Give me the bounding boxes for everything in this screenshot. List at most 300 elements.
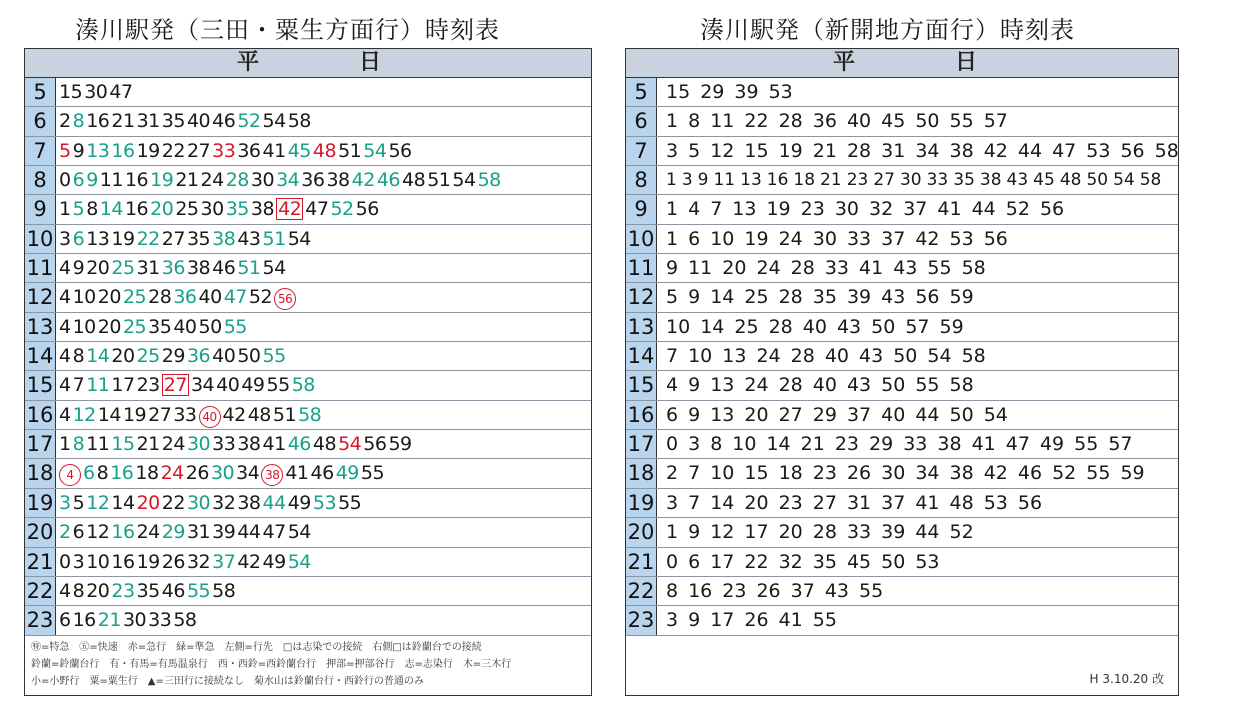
minute-value: 40 <box>216 374 240 397</box>
minute-value: 31 <box>136 110 160 133</box>
departure-minute <box>110 459 133 488</box>
minute-value: 40 <box>199 406 221 428</box>
departure-minute <box>86 489 109 518</box>
timetable-row <box>626 430 1178 459</box>
timetable-row <box>626 78 1178 107</box>
timetable-row <box>626 254 1178 283</box>
minute-value: 15 <box>666 81 691 103</box>
hour-cell: 10 <box>25 225 56 253</box>
departure-minute <box>59 577 71 606</box>
departure-minute <box>187 225 210 254</box>
minute-value: 19 <box>744 227 769 250</box>
minute-value: 52 <box>248 286 273 309</box>
minutes-cell <box>666 78 1176 106</box>
legend-line-3: 小=小野行 粟=粟生行 ▲=三田行に接続なし 菊水山は鈴蘭台行・西鈴行の普通のみ <box>31 676 424 687</box>
departure-minute <box>137 225 160 254</box>
minutes-cell <box>59 518 589 546</box>
departure-minute <box>73 195 85 224</box>
minute-value: 4 <box>59 286 71 309</box>
minute-value: 16 <box>110 462 134 485</box>
minute-value: 35 <box>136 579 160 602</box>
departure-minute <box>123 401 146 430</box>
minute-value: 54 <box>927 345 952 368</box>
minute-value: 20 <box>744 403 769 426</box>
minute-value: 30 <box>200 198 224 221</box>
minute-value: 40 <box>824 345 850 368</box>
minute-value: 44 <box>915 403 940 426</box>
minute-value: 14 <box>97 403 121 426</box>
departure-minute <box>301 166 324 195</box>
minute-value: 51 <box>237 257 261 280</box>
minute-value: 13 <box>86 227 110 250</box>
departure-minute <box>241 371 264 400</box>
minute-value: 43 <box>836 315 862 338</box>
departure-minute <box>305 195 328 224</box>
departure-minute <box>162 254 185 283</box>
departure-minute <box>137 371 160 400</box>
minute-value: 3 <box>666 139 679 162</box>
departure-minute <box>97 459 109 488</box>
departure-minute <box>288 137 311 166</box>
departure-minute <box>313 137 336 166</box>
departure-minute <box>150 166 173 195</box>
timetable-row <box>626 107 1178 136</box>
minute-value: 48 <box>949 491 974 514</box>
minute-value: 55 <box>859 579 884 602</box>
departure-minute <box>288 430 311 459</box>
departure-minute <box>111 548 134 577</box>
departure-minute <box>212 137 235 166</box>
minute-value: 2 <box>59 110 71 133</box>
minute-value: 33 <box>846 521 872 544</box>
departure-minute <box>263 342 286 371</box>
minute-value: 46 <box>212 110 236 133</box>
minute-value: 32 <box>212 491 236 514</box>
minute-value: 32 <box>869 198 894 221</box>
minute-value: 40 <box>802 315 827 338</box>
departure-minute <box>148 313 171 342</box>
hour-cell: 22 <box>626 577 657 605</box>
departure-minute <box>402 166 425 195</box>
minute-value: 24 <box>756 345 781 368</box>
departure-minute <box>173 606 196 635</box>
minute-value: 38 <box>949 462 974 485</box>
departure-minute <box>237 107 260 136</box>
minute-value: 23 <box>722 579 747 602</box>
minute-value: 32 <box>186 550 211 573</box>
departure-minute <box>273 401 296 430</box>
departure-minute <box>236 459 259 488</box>
hour-cell: 11 <box>25 254 56 282</box>
minute-value: 6 <box>666 403 679 426</box>
minute-value: 10 <box>666 315 691 338</box>
hour-cell: 6 <box>626 107 657 135</box>
minute-value: 19 <box>111 227 135 250</box>
departure-minute <box>137 577 160 606</box>
minute-value: 42 <box>915 227 940 250</box>
minute-value: 41 <box>262 433 286 456</box>
minute-value: 35 <box>812 286 837 309</box>
timetable-row <box>626 548 1178 577</box>
timetable-row <box>626 577 1178 606</box>
minute-value: 26 <box>185 462 209 485</box>
minutes-cell <box>666 489 1176 517</box>
hour-cell: 12 <box>626 283 657 311</box>
minute-value: 56 <box>1120 139 1145 162</box>
minute-value: 54 <box>262 110 286 133</box>
minute-value: 54 <box>338 433 362 456</box>
minute-value: 0 <box>666 550 679 573</box>
departure-minute <box>162 225 185 254</box>
minute-value: 41 <box>262 139 286 162</box>
minute-value: 50 <box>915 110 940 133</box>
minute-value: 38 <box>949 139 974 162</box>
minute-value: 21 <box>800 433 825 456</box>
hour-cell: 13 <box>626 313 657 341</box>
minute-value: 0 <box>666 433 679 456</box>
minute-value: 8 <box>96 462 109 485</box>
minute-value: 3 <box>59 491 71 514</box>
minute-value: 40 <box>846 110 872 133</box>
departure-minute <box>212 107 235 136</box>
minute-value: 4 <box>59 403 71 426</box>
minute-value: 26 <box>846 462 872 485</box>
minute-value: 13 <box>710 403 735 426</box>
minutes-cell <box>59 78 589 106</box>
timetable-row <box>626 283 1178 312</box>
departure-minute <box>111 489 134 518</box>
hour-cell: 7 <box>626 137 657 165</box>
minute-value: 8 <box>86 198 98 221</box>
departure-minute <box>148 283 171 312</box>
departure-minute <box>338 430 361 459</box>
departure-minute <box>212 225 235 254</box>
minute-value: 48 <box>312 433 337 456</box>
departure-minute <box>73 518 85 547</box>
departure-minute <box>137 489 160 518</box>
minute-value: 24 <box>200 169 224 192</box>
minute-value: 35 <box>186 227 211 250</box>
minute-value: 34 <box>915 139 940 162</box>
departure-minute <box>263 430 286 459</box>
departure-minute <box>237 137 260 166</box>
minute-value: 33 <box>173 403 197 426</box>
minute-value: 3 <box>59 227 71 250</box>
departure-minute <box>237 518 260 547</box>
minute-value: 46 <box>310 462 334 485</box>
minute-value: 48 <box>1059 170 1082 191</box>
minutes-cell <box>59 107 589 135</box>
minute-value: 38 <box>261 464 283 486</box>
minute-value: 36 <box>301 169 325 192</box>
departure-minute <box>73 166 85 195</box>
minute-value: 37 <box>846 403 872 426</box>
departure-minute <box>86 225 109 254</box>
minute-value: 54 <box>1113 170 1135 191</box>
departure-minute <box>187 430 210 459</box>
departure-minute <box>137 137 160 166</box>
minute-value: 20 <box>722 257 747 280</box>
minute-value: 36 <box>186 345 211 368</box>
minute-value: 44 <box>262 491 286 514</box>
minute-value: 56 <box>1017 491 1043 514</box>
hour-cell: 21 <box>25 548 56 576</box>
departure-minute <box>285 459 308 488</box>
minute-value: 42 <box>278 198 302 221</box>
minute-value: 2 <box>666 462 679 485</box>
departure-minute <box>161 459 184 488</box>
minute-value: 39 <box>881 521 906 544</box>
departure-minute <box>98 313 121 342</box>
minute-value: 1 <box>666 110 679 133</box>
timetable-row <box>25 459 591 488</box>
departure-minute <box>427 166 450 195</box>
minutes-cell <box>59 489 589 517</box>
minute-value: 51 <box>427 169 451 192</box>
minute-value: 21 <box>812 139 837 162</box>
departure-minute <box>186 459 209 488</box>
minutes-cell <box>666 225 1176 253</box>
minutes-cell <box>666 283 1176 311</box>
minute-value: 37 <box>881 227 906 250</box>
minute-value: 12 <box>86 491 110 514</box>
minute-value: 48 <box>312 139 337 162</box>
minute-value: 9 <box>86 169 98 192</box>
departure-minute <box>313 430 336 459</box>
minute-value: 58 <box>298 403 322 426</box>
minutes-cell <box>666 137 1179 165</box>
right-timetable-title: 湊川駅発（新開地方面行）時刻表 <box>700 16 1075 44</box>
departure-minute <box>223 401 246 430</box>
minute-value: 53 <box>915 550 940 573</box>
departure-minute <box>59 78 82 107</box>
minute-value: 9 <box>688 403 701 426</box>
departure-minute <box>263 107 286 136</box>
departure-minute <box>137 107 160 136</box>
minute-value: 49 <box>287 491 311 514</box>
minute-value: 16 <box>72 609 96 632</box>
minute-value: 45 <box>846 550 872 573</box>
departure-minute <box>86 166 98 195</box>
minute-value: 9 <box>688 521 701 544</box>
minute-value: 52 <box>237 110 261 133</box>
timetable-row <box>626 459 1178 488</box>
minute-value: 54 <box>452 169 476 192</box>
minute-value: 55 <box>338 491 362 514</box>
minute-value: 10 <box>86 550 110 573</box>
minute-value: 1 <box>59 198 71 221</box>
minute-value: 46 <box>376 169 401 192</box>
minute-value: 4 <box>59 345 71 368</box>
departure-minute <box>73 225 85 254</box>
minute-value: 12 <box>86 521 110 544</box>
minute-value: 20 <box>136 491 160 514</box>
departure-minute <box>100 195 123 224</box>
minute-value: 8 <box>688 110 701 133</box>
departure-minute <box>137 430 160 459</box>
departure-minute <box>336 459 359 488</box>
minute-value: 56 <box>983 227 1008 250</box>
departure-minute <box>98 606 121 635</box>
departure-minute <box>249 283 272 312</box>
departure-minute <box>111 342 134 371</box>
minute-value: 9 <box>72 139 85 162</box>
timetable-row <box>626 137 1178 166</box>
minute-value: 40 <box>198 286 222 309</box>
minute-value: 44 <box>915 521 940 544</box>
hour-cell: 5 <box>25 78 56 106</box>
minute-value: 55 <box>223 315 247 338</box>
minute-value: 44 <box>237 521 261 544</box>
minute-value: 49 <box>241 374 265 397</box>
minutes-cell <box>666 254 1176 282</box>
departure-minute <box>363 137 386 166</box>
timetable-row <box>25 107 591 136</box>
minute-value: 52 <box>1052 462 1077 485</box>
minute-value: 42 <box>351 169 375 192</box>
minute-value: 56 <box>363 433 387 456</box>
departure-minute <box>162 518 185 547</box>
minute-value: 28 <box>778 374 803 397</box>
departure-minute <box>226 166 249 195</box>
minutes-cell <box>666 107 1176 135</box>
minute-value: 25 <box>734 315 759 338</box>
minute-value: 58 <box>961 345 986 368</box>
minutes-cell <box>666 342 1176 370</box>
minute-value: 25 <box>744 286 769 309</box>
minute-value: 15 <box>59 81 83 103</box>
departure-minute <box>478 166 501 195</box>
timetable-row <box>626 195 1178 224</box>
minute-value: 37 <box>790 579 815 602</box>
minute-value: 20 <box>86 257 110 280</box>
legend-line-1: ㊕=特急 ㊄=快速 赤=急行 緑=準急 左側=行先 □は志染での接続 右側□は鈴蘭台での接続 <box>31 642 482 653</box>
timetable-row <box>626 401 1178 430</box>
minute-value: 9 <box>697 170 709 191</box>
minute-value: 50 <box>881 550 906 573</box>
minute-value: 24 <box>778 227 803 250</box>
departure-minute <box>86 371 109 400</box>
minutes-cell <box>666 166 1176 194</box>
timetable-row <box>25 283 591 312</box>
minute-value: 13 <box>710 374 735 397</box>
minute-value: 29 <box>161 521 185 544</box>
minute-value: 53 <box>768 81 793 103</box>
minute-value: 19 <box>766 198 791 221</box>
minute-value: 27 <box>812 491 837 514</box>
timetable-row <box>25 577 591 606</box>
departure-minute <box>84 78 107 107</box>
departure-minute <box>98 401 121 430</box>
departure-minute <box>59 371 71 400</box>
departure-minute <box>212 548 235 577</box>
minutes-cell <box>666 518 1176 546</box>
minute-value: 25 <box>122 315 147 338</box>
minute-value: 37 <box>903 198 928 221</box>
minute-value: 1 <box>666 521 679 544</box>
minute-value: 7 <box>710 198 723 221</box>
minute-value: 20 <box>744 491 769 514</box>
departure-minute <box>326 166 349 195</box>
departure-minute <box>123 283 146 312</box>
departure-minute <box>73 430 85 459</box>
minute-value: 32 <box>778 550 803 573</box>
hour-cell: 7 <box>25 137 56 165</box>
departure-minute <box>187 518 210 547</box>
minute-value: 36 <box>173 286 197 309</box>
minute-value: 35 <box>953 170 975 191</box>
departure-minute <box>248 401 271 430</box>
minute-value: 10 <box>710 227 735 250</box>
timetable-row <box>25 401 591 430</box>
minute-value: 56 <box>915 286 940 309</box>
minute-value: 8 <box>72 579 85 602</box>
minute-value: 7 <box>72 374 85 397</box>
minute-value: 16 <box>124 198 149 221</box>
minute-value: 24 <box>136 521 160 544</box>
minute-value: 47 <box>1052 139 1077 162</box>
departure-minute <box>59 401 71 430</box>
minute-value: 30 <box>186 433 211 456</box>
departure-minute <box>111 518 134 547</box>
right-timetable-rows <box>626 78 1178 636</box>
minute-value: 56 <box>274 288 296 310</box>
minute-value: 57 <box>983 110 1008 133</box>
departure-minute <box>162 107 185 136</box>
minute-value: 40 <box>812 374 837 397</box>
departure-minute <box>59 225 71 254</box>
minute-value: 5 <box>72 198 85 221</box>
minute-value: 15 <box>744 139 769 162</box>
departure-minute <box>73 283 96 312</box>
minute-value: 58 <box>291 374 315 397</box>
hour-cell: 18 <box>25 459 56 487</box>
minute-value: 47 <box>262 521 286 544</box>
timetable-row <box>626 371 1178 400</box>
departure-minute <box>224 283 247 312</box>
departure-minute <box>73 107 85 136</box>
minute-value: 29 <box>700 81 725 103</box>
minute-value: 0 <box>59 550 71 573</box>
minute-value: 53 <box>949 227 974 250</box>
hour-cell: 19 <box>25 489 56 517</box>
hour-cell: 18 <box>626 459 657 487</box>
minute-value: 53 <box>1086 139 1111 162</box>
minutes-cell <box>59 342 589 370</box>
minute-value: 16 <box>124 169 149 192</box>
timetable-row <box>25 225 591 254</box>
minute-value: 43 <box>893 257 918 280</box>
minute-value: 55 <box>262 345 286 368</box>
minute-value: 2 <box>59 521 71 544</box>
departure-minute <box>187 137 210 166</box>
timetable-row <box>626 313 1178 342</box>
minute-value: 52 <box>330 198 354 221</box>
minute-value: 47 <box>223 286 247 309</box>
timetable-row <box>25 137 591 166</box>
minute-value: 38 <box>250 198 275 221</box>
departure-minute <box>73 548 85 577</box>
minute-value: 40 <box>881 403 906 426</box>
departure-minute <box>212 254 235 283</box>
minute-value: 4 <box>59 257 71 280</box>
minute-value: 59 <box>1120 462 1145 485</box>
departure-minute <box>59 313 71 342</box>
minute-value: 29 <box>812 403 837 426</box>
minute-value: 21 <box>820 170 842 191</box>
minutes-cell <box>59 254 589 282</box>
minute-value: 19 <box>136 139 160 162</box>
